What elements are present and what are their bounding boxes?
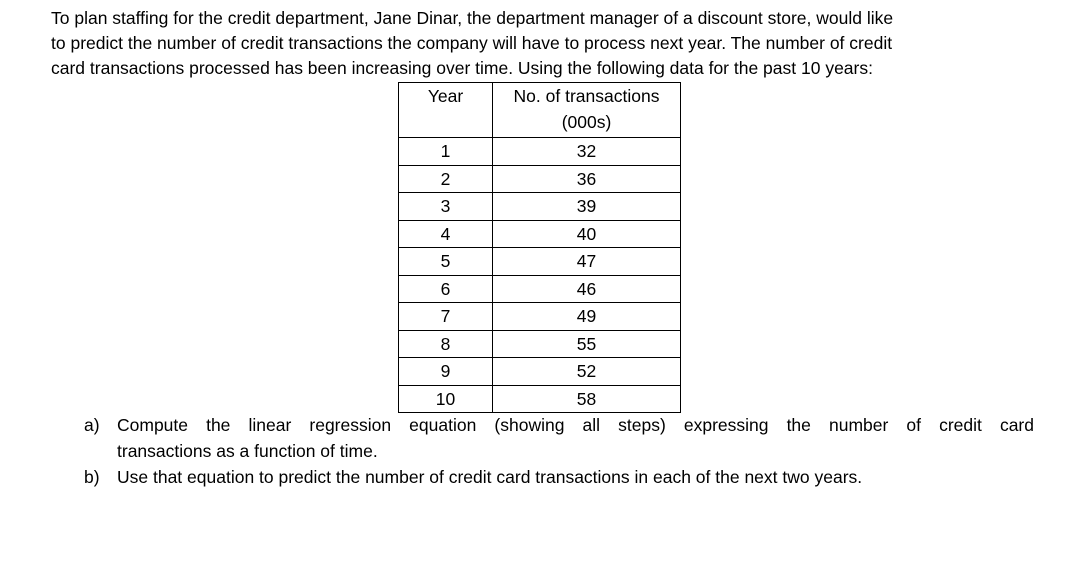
cell-year: 9	[399, 358, 493, 386]
question-text-line: Compute the linear regression equation (showing all steps) expressing the number of credit card	[117, 415, 1034, 435]
table-row	[399, 330, 681, 358]
cell-transactions: 36	[493, 165, 681, 193]
question-item	[84, 412, 1034, 464]
table-row	[399, 303, 681, 331]
transactions-table	[398, 82, 681, 413]
problem-statement-line: card transactions processed has been increasing over time. Using the following data for the past 10 years:	[51, 58, 873, 78]
table-row	[399, 138, 681, 166]
cell-transactions: 58	[493, 385, 681, 413]
cell-transactions: 40	[493, 220, 681, 248]
cell-year: 4	[399, 220, 493, 248]
problem-statement-line: To plan staffing for the credit department, Jane Dinar, the department manager of a discount store, would like	[51, 8, 894, 28]
cell-year: 7	[399, 303, 493, 331]
cell-year: 10	[399, 385, 493, 413]
cell-transactions: 52	[493, 358, 681, 386]
table-row	[399, 193, 681, 221]
cell-transactions: 55	[493, 330, 681, 358]
question-text-line: transactions as a function of time.	[117, 441, 378, 461]
cell-transactions: 46	[493, 275, 681, 303]
question-marker: b)	[84, 467, 100, 487]
cell-year: 2	[399, 165, 493, 193]
question-text	[117, 464, 1034, 490]
question-item	[84, 464, 1034, 490]
table-row	[399, 385, 681, 413]
header-transactions	[493, 83, 681, 138]
table-row	[399, 358, 681, 386]
cell-year: 3	[399, 193, 493, 221]
cell-year: 1	[399, 138, 493, 166]
question-list	[84, 412, 1034, 490]
cell-year: 8	[399, 330, 493, 358]
table-row	[399, 248, 681, 276]
cell-year: 6	[399, 275, 493, 303]
cell-transactions: 32	[493, 138, 681, 166]
header-transactions-unit: (000s)	[561, 112, 612, 132]
cell-transactions: 39	[493, 193, 681, 221]
question-text-line: Use that equation to predict the number of credit card transactions in each of the next two years.	[117, 467, 863, 487]
table-row	[399, 275, 681, 303]
question-text	[117, 412, 1034, 464]
problem-statement	[51, 6, 1041, 81]
cell-transactions: 49	[493, 303, 681, 331]
header-transactions-label: No. of transactions	[513, 86, 660, 106]
header-year: Year	[399, 83, 493, 138]
table-header-row	[399, 83, 681, 138]
question-marker: a)	[84, 415, 100, 435]
cell-year: 5	[399, 248, 493, 276]
table-row	[399, 165, 681, 193]
table-row	[399, 220, 681, 248]
problem-statement-line: to predict the number of credit transactions the company will have to process next year. The number of credit	[51, 33, 893, 53]
cell-transactions: 47	[493, 248, 681, 276]
